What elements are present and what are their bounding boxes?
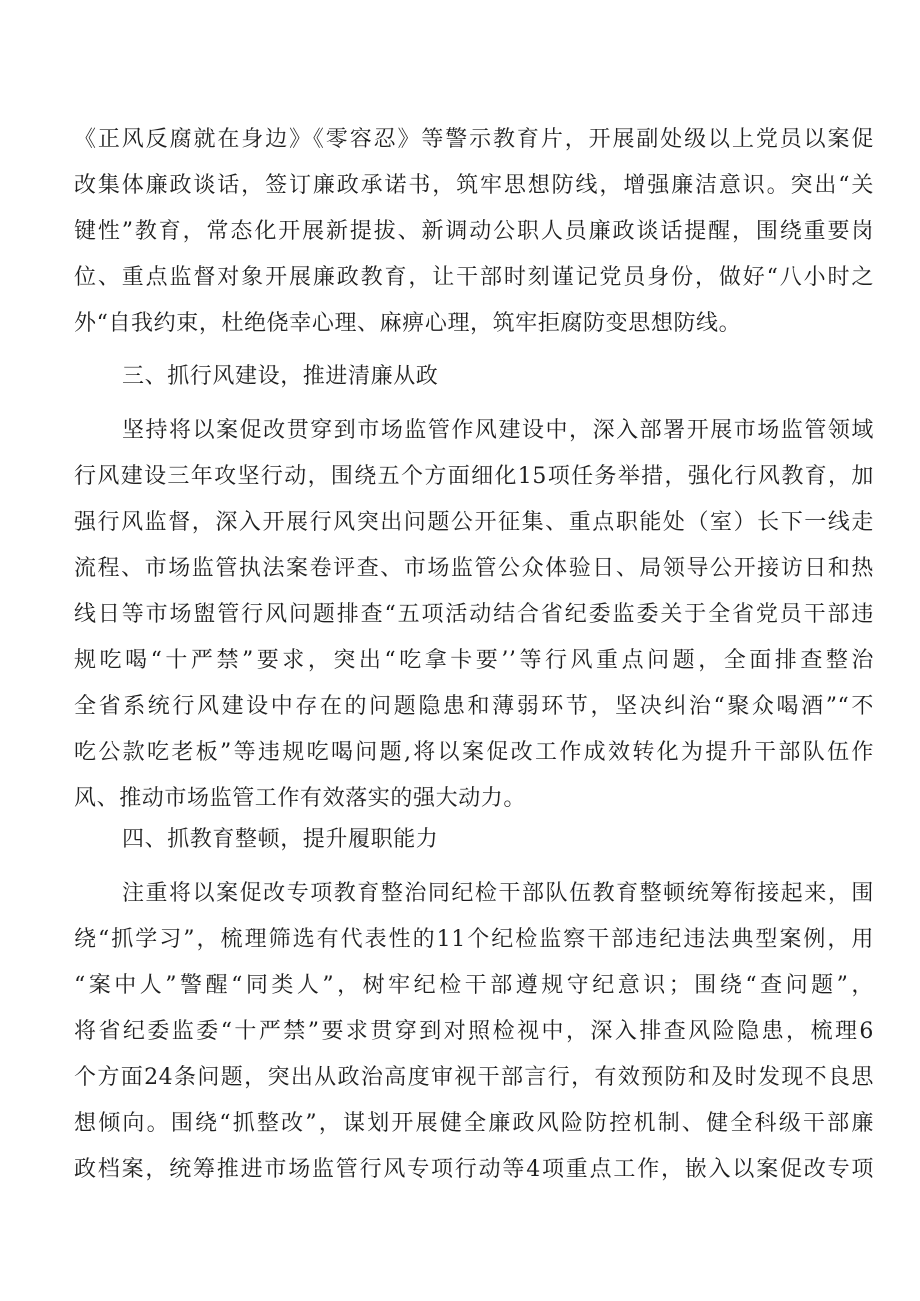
text-line: 强行风监督，深入开展行风突出问题公开征集、重点职能处（室）长下一线走 [74, 510, 874, 535]
text-line: “案中人”警醒“同类人”，树牢纪检干部遵规守纪意识；围绕“查问题”， [74, 973, 874, 998]
text-line: 吃公款吃老板”等违规吃喝问题,将以案促改工作成效转化为提升干部队伍作 [74, 740, 874, 765]
text-line: 位、重点监督对象开展廉政教育，让干部时刻谨记党员身份，做好“八小时之 [74, 265, 874, 290]
text-line: 个方面24条问题，突出从政治高度审视干部言行，有效预防和及时发现不良思 [74, 1065, 874, 1090]
text-line: 键性”教育，常态化开展新提拔、新调动公职人员廉政谈话提醒，围绕重要岗 [74, 219, 874, 244]
text-line: 将省纪委监委“十严禁”要求贯穿到对照检视中，深入排查风险隐患，梳理6 [74, 1019, 874, 1044]
text-line: 规吃喝“十严禁”要求，突出“吃拿卡要’’等行风重点问题，全面排查整治 [74, 648, 874, 673]
section-heading-4: 四、抓教育整顿，提升履职能力 [122, 827, 439, 852]
text-line: 行风建设三年攻坚行动，围绕五个方面细化15项任务举措，强化行风教育，加 [74, 464, 874, 489]
paragraph-work-style [74, 408, 874, 822]
text-line: 流程、市场监管执法案卷评查、市场监管公众体验日、局领导公开接访日和热 [74, 556, 874, 581]
paragraph-education-rectification [74, 871, 874, 1193]
paragraph-warning-education [74, 117, 874, 347]
text-line: 想倾向。围绕“抓整改”，谋划开展健全廉政风险防控机制、健全科级干部廉 [74, 1111, 874, 1136]
text-line: 外“自我约束，杜绝侥幸心理、麻痹心理，筑牢拒腐防变思想防线。 [74, 311, 742, 336]
section-heading-3: 三、抓行风建设，推进清廉从政 [122, 364, 439, 389]
text-line: 《正风反腐就在身边》《零容忍》等警示教育片，开展副处级以上党员以案促 [74, 127, 874, 152]
text-line: 线日等市场盥管行风问题排查“五项活动结合省纪委监委关于全省党员干部违 [74, 602, 874, 627]
text-line: 改集体廉政谈话，签订廉政承诺书，筑牢思想防线，增强廉洁意识。突出“关 [74, 173, 874, 198]
text-line: 政档案，统筹推进市场监管行风专项行动等4项重点工作，嵌入以案促改专项 [74, 1157, 874, 1182]
text-line: 注重将以案促改专项教育整治同纪检干部队伍教育整顿统筹衔接起来，围 [122, 881, 874, 906]
text-line: 坚持将以案促改贯穿到市场监管作风建设中，深入部署开展市场监管领域 [122, 418, 874, 443]
text-line: 全省系统行风建设中存在的问题隐患和薄弱环节，坚决纠治“聚众喝酒”“不 [74, 694, 874, 719]
text-line: 风、推动市场监管工作有效落实的强大动力。 [74, 786, 527, 811]
text-line: 绕“抓学习”，梳理筛选有代表性的11个纪检监察干部违纪违法典型案例，用 [74, 927, 874, 952]
